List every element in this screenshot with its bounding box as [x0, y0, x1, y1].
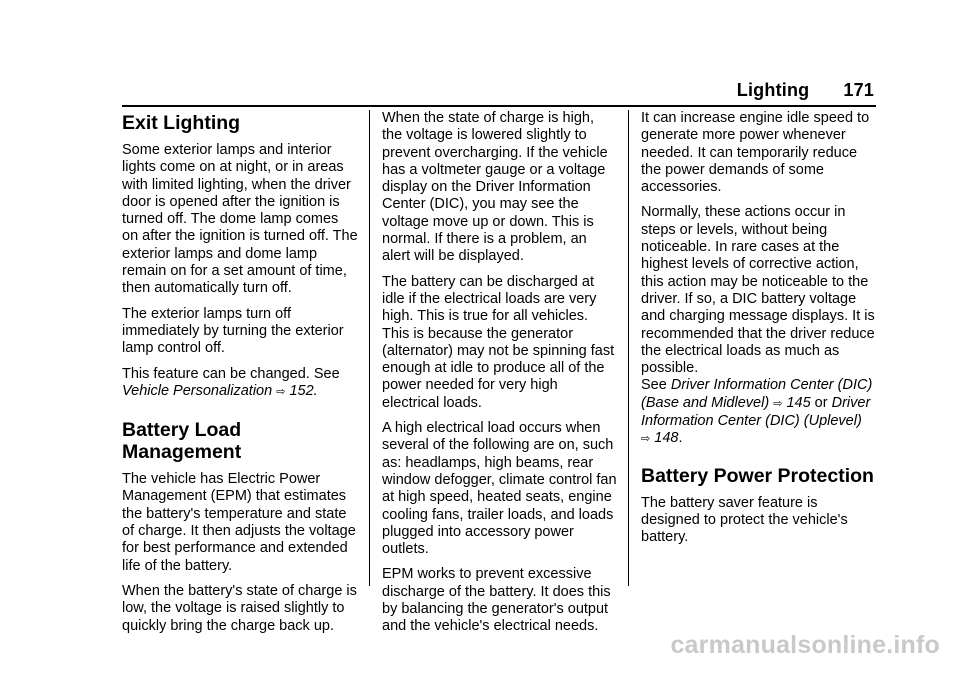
exit-lighting-paragraph-1: Some exterior lamps and interior lights come on at night, or in areas with limited lighting, when the driver door is opened after the ignition is turned off. The dome lamp comes on after the ignition is turned off. The exterior lamps and dome lamp remain on for a set amount of time, then automatically turn off.: [122, 142, 358, 297]
exit-lighting-paragraph-2: The exterior lamps turn off immediately by turning the exterior lamp control off.: [122, 305, 344, 357]
page-ref-152[interactable]: 152.: [289, 382, 318, 399]
dic-base-midlevel-link[interactable]: Driver Information Center (DIC) (Base and Midlevel): [641, 377, 873, 411]
page-header: [737, 80, 874, 101]
section-title: Lighting: [736, 80, 810, 100]
battery-load-paragraph-2: When the battery's state of charge is low, the voltage is raised slightly to quickly bring the charge back up.: [122, 582, 357, 634]
battery-load-paragraph-1: The vehicle has Electric Power Management (EPM) that estimates the battery's temperature and state of charge. It then adjusts the voltage for best performance and extended life of the battery.: [122, 471, 356, 574]
column-3: [641, 110, 877, 555]
col2-paragraph-4: EPM works to prevent excessive discharge of the battery. It does this by balancing the generator's output and the vehicle's electrical needs.: [382, 566, 611, 635]
column-divider-2: [628, 110, 629, 586]
page-ref-arrow-icon: ⇨: [276, 385, 286, 398]
col3-paragraph-2: Normally, these actions occur in steps or levels, without being noticeable. In rare cases at the highest levels of corrective action, this action may be noticeable to the driver. If so, a DIC battery voltage and charging message displays. It is recommended that the driver reduce the electrical loads as much as possible. See Driver Information Center (DIC) (Base and Midlevel) ⇨ 145 or Driver Information Center (DIC) (Uplevel) ⇨ 148.: [641, 204, 875, 447]
column-divider-1: [369, 110, 370, 586]
column-2: [382, 110, 618, 644]
page-number: 171: [843, 80, 874, 100]
page-ref-145[interactable]: 145: [786, 394, 811, 411]
battery-power-protection-heading: Battery Power Protection: [641, 464, 874, 487]
exit-lighting-paragraph-3: This feature can be changed. See Vehicle Personalization ⇨ 152.: [122, 365, 340, 399]
page-ref-arrow-icon: ⇨: [773, 397, 783, 410]
header-rule: [122, 105, 876, 107]
col2-paragraph-3: A high electrical load occurs when several of the following are on, such as: headlamps, high beams, rear window defogger, climate control fan at high speed, heated seats, engine cooling fans, trailer loads, and loads plugged into accessory power outlets.: [382, 420, 617, 558]
battery-power-protection-paragraph: The battery saver feature is designed to protect the vehicle's battery.: [641, 494, 848, 546]
dic-uplevel-link[interactable]: Driver Information Center (DIC) (Uplevel): [641, 394, 871, 430]
vehicle-personalization-link[interactable]: Vehicle Personalization: [122, 382, 273, 399]
column-1: [122, 110, 358, 643]
page-ref-arrow-icon: ⇨: [641, 433, 651, 446]
exit-lighting-heading: Exit Lighting: [122, 112, 241, 134]
battery-load-management-heading: Battery Load Management: [122, 419, 242, 464]
page-ref-148[interactable]: 148: [654, 430, 679, 447]
watermark: carmanualsonline.info: [670, 631, 940, 659]
col2-paragraph-2: The battery can be discharged at idle if the electrical loads are very high. This is true for all vehicles. This is because the generator (alternator) may not be spinning fast enough at idle to produce all of the power needed for very high electrical loads.: [382, 273, 615, 411]
col3-paragraph-1: It can increase engine idle speed to generate more power whenever needed. It can temporarily reduce the power demands of some accessories.: [641, 110, 870, 196]
col2-paragraph-1: When the state of charge is high, the voltage is lowered slightly to prevent overcharging. If the vehicle has a voltmeter gauge or a voltage display on the Driver Information Center (DIC), you may see the voltage move up or down. This is normal. If there is a problem, an alert will be displayed.: [382, 110, 608, 265]
